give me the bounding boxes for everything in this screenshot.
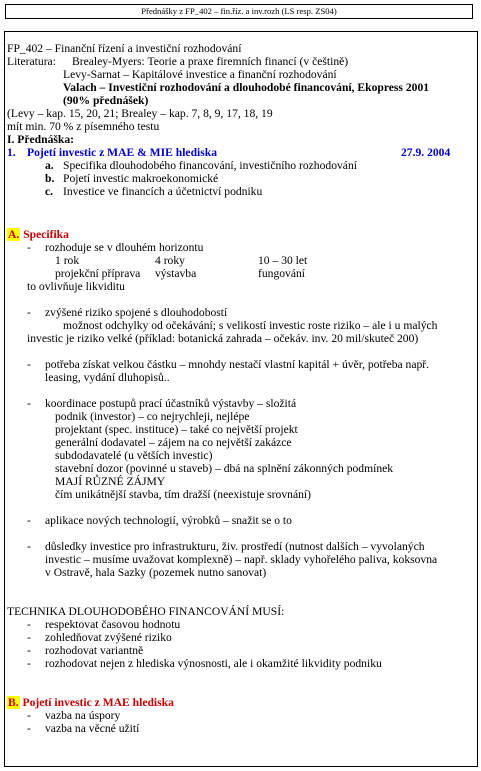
bullet-text: možnost odchylky od očekávání; s velikostí investic roste riziko – ale i u malých xyxy=(63,319,438,332)
subtopic-letter: a. xyxy=(45,159,54,172)
course-title: FP_402 – Finanční řízení a investiční rozhodování xyxy=(7,42,242,55)
bullet-dash: - xyxy=(27,722,31,735)
bullet-text: zvýšené riziko spojené s dlouhodobostí xyxy=(45,306,228,319)
participant-item: podnik (investor) – co nejrychleji, nejlépe xyxy=(55,410,250,423)
section-b-heading xyxy=(7,696,174,709)
section-title: Pojetí investic z MAE hlediska xyxy=(22,696,174,709)
exam-note: mít min. 70 % z písemného testu xyxy=(7,120,160,133)
bullet-dash: - xyxy=(27,644,31,657)
bullet-text: leasing, vydání dluhopisů.. xyxy=(45,371,170,384)
timeline-cell: výstavba xyxy=(155,267,197,280)
subtopic: Pojetí investic makroekonomické xyxy=(63,172,219,185)
section-title: Specifika xyxy=(23,228,69,241)
timeline-cell: fungování xyxy=(258,267,306,280)
bullet-text: investic – musíme uvažovat komplexně) – např. sklady vyhořelého paliva, koksovna xyxy=(45,553,438,566)
bullet-dash: - xyxy=(27,241,31,254)
bullet-text: rozhoduje se v dlouhém horizontu xyxy=(45,241,204,254)
lecture-number: 1. xyxy=(7,146,16,159)
technique-item: respektovat časovou hodnotu xyxy=(45,618,181,631)
section-a-heading xyxy=(7,228,69,241)
subtopic: Investice ve financích a účetnictví podniku xyxy=(63,185,263,198)
section-letter: A. xyxy=(8,228,20,241)
technique-heading: TECHNIKA DLOUHODOBÉHO FINANCOVÁNÍ MUSÍ: xyxy=(7,605,285,618)
timeline-cell: 10 – 30 let xyxy=(258,254,308,267)
technique-item: zohledňovat zvýšené riziko xyxy=(45,631,172,644)
subtopic: Specifika dlouhodobého financování, investičního rozhodování xyxy=(63,159,357,172)
page-header: Přednášky z FP_402 – fin.říz. a inv.rozh (LS resp. ZS04) xyxy=(5,4,473,19)
bullet-dash: - xyxy=(27,306,31,319)
participant-item: stavební dozor (povinné u staveb) – dbá na splnění zákonných podmínek xyxy=(55,462,394,475)
literature-item: Brealey-Myers: Teorie a praxe firemních financí (v češtině) xyxy=(72,55,349,68)
bullet-text: v Ostravě, hala Sazky (pozemek nutno sanovat) xyxy=(45,566,267,579)
bullet-dash: - xyxy=(27,657,31,670)
timeline-cell: projekční příprava xyxy=(55,267,141,280)
timeline-cell: 4 roky xyxy=(155,254,185,267)
bullet-text: čím unikátnější stavba, tím dražší (neexistuje srovnání) xyxy=(55,488,311,501)
conflict-note: MAJÍ RŮZNÉ ZÁJMY xyxy=(55,475,166,488)
lecture-date: 27.9. 2004 xyxy=(401,146,451,159)
lecture-heading: I. Přednáška: xyxy=(7,133,74,146)
bullet-dash: - xyxy=(27,358,31,371)
bullet-dash: - xyxy=(27,631,31,644)
literature-item-note: (90% přednášek) xyxy=(63,94,149,107)
participant-item: generální dodavatel – zájem na co největší zakázce xyxy=(55,436,292,449)
participant-item: subdodavatelé (u větších investic) xyxy=(55,449,213,462)
bullet-text: důsledky investice pro infrastrukturu, živ. prostředí (nutnost dalších – vyvolaných xyxy=(45,540,425,553)
section-letter: B. xyxy=(8,696,19,709)
bullet-dash: - xyxy=(27,618,31,631)
bullet-dash: - xyxy=(27,397,31,410)
bullet-text: to ovlivňuje likviditu xyxy=(27,280,125,293)
subtopic-letter: b. xyxy=(45,172,55,185)
bullet-text: potřeba získat velkou částku – mnohdy nestačí vlastní kapitál + úvěr, potřeba např. xyxy=(45,358,430,371)
bullet-dash: - xyxy=(27,540,31,553)
lecture-topic: Pojetí investic z MAE & MIE hlediska xyxy=(27,146,217,159)
technique-item: rozhodovat nejen z hlediska výnosnosti, ale i okamžité likvidity podniku xyxy=(45,657,382,670)
bullet-text: koordinace postupů prací účastníků výstavby – složitá xyxy=(45,397,297,410)
timeline-cell: 1 rok xyxy=(55,254,80,267)
bullet-text: aplikace nových technologií, výrobků – snažit se o to xyxy=(45,514,292,527)
section-b-item: vazba na věcné užití xyxy=(45,722,140,735)
literature-item: Levy-Sarnat – Kapitálové investice a finanční rozhodování xyxy=(63,68,337,81)
chapters-note: (Levy – kap. 15, 20, 21; Brealey – kap. 7, 8, 9, 17, 18, 19 xyxy=(7,107,273,120)
technique-item: rozhodovat variantně xyxy=(45,644,144,657)
bullet-text: investic je riziko velké (příklad: botanická zahrada – očekáv. inv. 20 mil/skuteč 200) xyxy=(27,332,419,345)
bullet-dash: - xyxy=(27,709,31,722)
literature-item: Valach – Investiční rozhodování a dlouhodobé financování, Ekopress 2001 xyxy=(63,81,430,94)
section-b-item: vazba na úspory xyxy=(45,709,121,722)
participant-item: projektant (spec. instituce) – také co největší projekt xyxy=(55,423,298,436)
subtopic-letter: c. xyxy=(45,185,54,198)
literature-label: Literatura: xyxy=(7,55,56,68)
bullet-dash: - xyxy=(27,514,31,527)
